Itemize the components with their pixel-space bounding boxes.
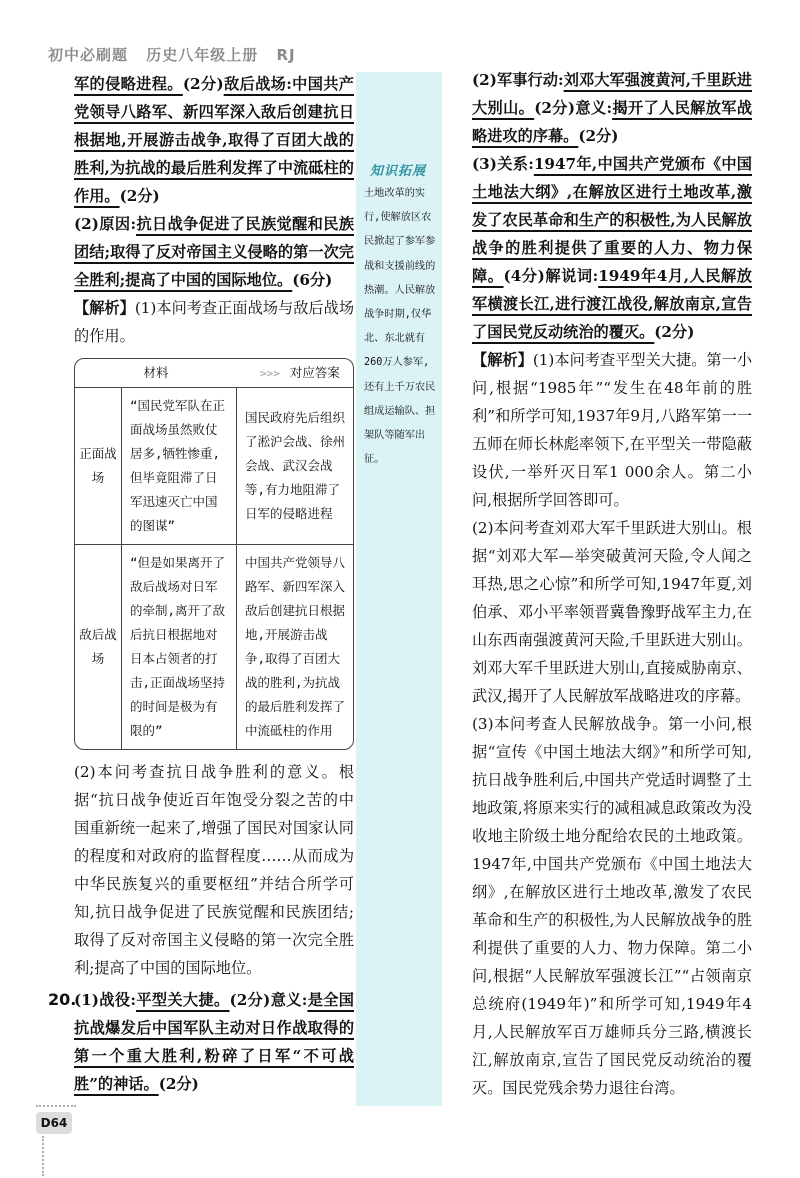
table-cell: 国民政府先后组织了淞沪会战、徐州会战、武汉会战等,有力地阻滞了日军的侵略进程 — [237, 388, 353, 545]
edition-label: RJ — [276, 46, 296, 64]
answer-19-1: 军的侵略进程。(2分)敌后战场:中国共产党领导八路军、新四军深入敌后创建抗日根据地,开展游击战争,取得了百团大战的胜利,为抗战的最后胜利发挥了中流砥柱的作用。(2分) — [74, 75, 354, 205]
analysis-20-3: (3)本问考查人民解放战争。第一小问,根据“宣传《中国土地法大纲》”和所学可知,抗日战争胜利后,中国共产党适时调整了土地政策,将原来实行的减租减息政策改为没收地主阶级土地分配给农民的土地政策。1947年,中国共产党颁布《中国土地法大纲》,在解放区进行土地改革,激发了农民革命和生产的积极性,为人民解放战争的胜利提供了重要的人力、物力保障。第二小问,根据“人民解放军强渡长江”“占领南京总统府(1949年)”和所学可知,1949年4月,人民解放军百万雄师兵分三路,横渡长江,解放南京,宣告了国民党反动统治的覆灭。国民党残余势力退往台湾。 — [472, 715, 752, 1097]
subject-title: 历史八年级上册 — [146, 46, 259, 64]
table-header-answer: >>> 对应答案 — [237, 359, 353, 388]
book-title: 初中必刷题 — [48, 46, 129, 64]
row-heading: 敌后战场 — [75, 545, 122, 749]
analysis-20-2: (2)本问考查刘邓大军千里跃进大别山。根据“刘邓大军—举突破黄河天险,令人闻之耳热,思之心惊”和所学可知,1947年夏,刘伯承、邓小平率领晋冀鲁豫野战军主力,在山东西南强渡黄河天险,千里跃进大别山。刘邓大军千里跃进大别山,直接威胁南京、武汉,揭开了人民解放军战略进攻的序幕。 — [472, 519, 752, 705]
footer-divider — [36, 1105, 76, 1107]
table-cell: “但是如果离开了敌后战场对日军的牵制,离开了敌后抗日根据地对日本占领者的打击,正面战场坚持的时间是极为有限的” — [122, 545, 237, 749]
table-row — [75, 388, 353, 545]
table-row — [75, 545, 353, 749]
analysis-20-1: 【解析】(1)本问考查平型关大捷。第一小问,根据“1985年”“发生在48年前的胜利”和所学可知,1937年9月,八路军第一一五师在师长林彪率领下,在平型关一带隐蔽设伏,一举歼灭日军1 000余人。第二小问,根据所学回答即可。 — [472, 351, 753, 509]
right-column — [472, 66, 752, 1102]
knowledge-extension-sidebar — [356, 72, 442, 1106]
left-column — [48, 70, 355, 1098]
comparison-table — [74, 358, 354, 750]
table-cell: “国民党军队在正面战场虽然败仗居多,牺牲惨重,但毕竟阻滞了日军迅速灭亡中国的图谋” — [122, 388, 237, 545]
analysis-19-2: (2)本问考查抗日战争胜利的意义。根据“抗日战争使近百年饱受分裂之苦的中国重新统一起来了,增强了国民对国家认同的程度和对政府的监督程度……从而成为中华民族复兴的重要枢纽”并结合所学可知,抗日战争促进了民族觉醒和民族团结;取得了反对帝国主义侵略的第一次完全胜利;提高了中国的国际地位。 — [74, 763, 354, 977]
sidebar-text: 土地改革的实行,使解放区农民掀起了参军参战和支援前线的热潮。人民解放战争时期,仅华北、东北就有260万人参军,还有上千万农民组成运输队、担架队等随军出征。 — [364, 188, 436, 466]
answer-20-1: 20. (1)战役:平型关大捷。(2分)意义:是全国抗战爆发后中国军队主动对日作战取得的第一个重大胜利,粉碎了日军“不可战胜”的神话。(2分) — [74, 986, 354, 1098]
analysis-19-1: 【解析】(1)本问考查正面战场与敌后战场的作用。 — [74, 299, 355, 345]
answer-20-2: (2)军事行动:刘邓大军强渡黄河,千里跃进大别山。(2分)意义:揭开了人民解放军战略进攻的序幕。(2分) — [472, 71, 753, 145]
answer-20-3: (3)关系:1947年,中国共产党颁布《中国土地法大纲》,在解放区进行土地改革,激发了农民革命和生产的积极性,为人民解放战争的胜利提供了重要的人力、物力保障。(4分)解说词:1949年4月,人民解放军横渡长江,进行渡江战役,解放南京,宣告了国民党反动统治的覆灭。(2分) — [472, 155, 752, 341]
table-cell: 中国共产党领导八路军、新四军深入敌后创建抗日根据地,开展游击战争,取得了百团大战的胜利,为抗战的最后胜利发挥了中流砥柱的作用 — [245, 555, 346, 738]
table-header-material: 材料 — [75, 359, 237, 388]
page-number: D64 — [36, 1112, 72, 1134]
row-heading: 正面战场 — [75, 388, 122, 545]
question-number: 20. — [48, 990, 77, 1009]
page-header — [48, 44, 308, 65]
sidebar-title: 知识拓展 — [370, 164, 427, 179]
answer-19-2: (2)原因:抗日战争促进了民族觉醒和民族团结;取得了反对帝国主义侵略的第一次完全胜利;提高了中国的国际地位。(6分) — [74, 215, 355, 289]
footer-divider-vertical — [42, 1136, 44, 1176]
